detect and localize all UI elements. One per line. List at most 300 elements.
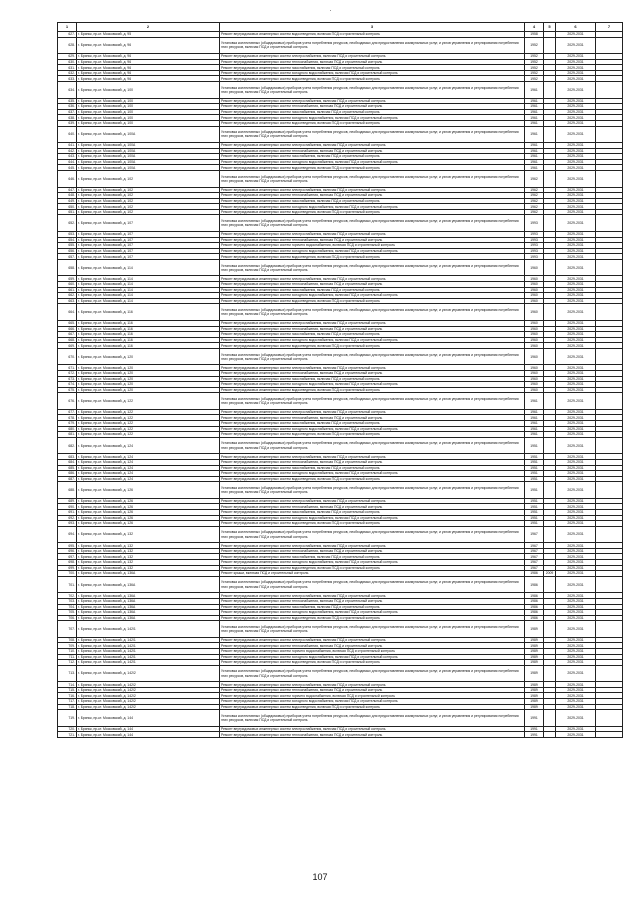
year-built-cell: 1989 [525, 643, 544, 649]
notes-cell [596, 259, 623, 276]
year-built-cell: 1951 [525, 521, 544, 527]
address-cell: г. Брянск, пр-кт. Московский, д. 122 [77, 432, 220, 438]
work-type-cell: Установка коллективных (общедомовых) приборов учета потребления ресурсов, необходимых для предоставления коммунальных услуг, и узлов управления и регулирования потребления этих ресурсов, включая ПСД и строительный контроль [220, 348, 525, 365]
last-repair-year-cell [544, 126, 556, 143]
last-repair-year-cell [544, 665, 556, 682]
year-built-cell: 1986 [525, 571, 544, 577]
row-number-cell: 680. [58, 426, 77, 432]
work-type-cell: Ремонт внутридомовых инженерных систем электроснабжения, включая ПСД и строительный контроль [220, 543, 525, 549]
work-type-cell: Ремонт внутридомовых инженерных систем теплоснабжения, включая ПСД и строительный контроль [220, 104, 525, 110]
header-col-1: 1 [58, 23, 77, 32]
address-cell: г. Брянск, пр-кт. Московский, д. 132 [77, 554, 220, 560]
planned-period-cell: 2029-2031 [556, 337, 596, 343]
work-type-cell: Ремонт внутридомовых инженерных систем холодного водоснабжения, включая ПСД и строительный контроль [220, 293, 525, 299]
address-cell: г. Брянск, пр-кт. Московский, д. 120 [77, 365, 220, 371]
address-cell: г. Брянск, пр-кт. Московский, д. 122 [77, 393, 220, 410]
year-built-cell: 1993 [525, 215, 544, 232]
address-cell: г. Брянск, пр-кт. Московский, д. 144 [77, 726, 220, 732]
planned-period-cell: 2029-2031 [556, 387, 596, 393]
planned-period-cell: 2029-2031 [556, 243, 596, 249]
planned-period-cell: 2029-2031 [556, 293, 596, 299]
year-built-cell: 1952 [525, 59, 544, 65]
year-built-cell: 1960 [525, 343, 544, 349]
year-built-cell: 1962 [525, 198, 544, 204]
planned-period-cell: 2029-2031 [556, 109, 596, 115]
work-type-cell: Ремонт внутридомовых инженерных систем холодного водоснабжения, включая ПСД и строительный контроль [220, 70, 525, 76]
last-repair-year-cell [544, 259, 556, 276]
last-repair-year-cell [544, 732, 556, 738]
year-built-cell: 1961 [525, 154, 544, 160]
row-number-cell: 670. [58, 348, 77, 365]
address-cell: г. Брянск, пр-кт. Московский, д. 116 [77, 320, 220, 326]
planned-period-cell: 2029-2031 [556, 432, 596, 438]
address-cell: г. Брянск, пр-кт. Московский, д. 142/1 [77, 654, 220, 660]
year-built-cell: 1961 [525, 109, 544, 115]
work-type-cell: Ремонт внутридомовых инженерных систем газоснабжения, включая ПСД и строительный контроль [220, 376, 525, 382]
table-row [58, 710, 623, 727]
row-number-cell: 704. [58, 604, 77, 610]
row-number-cell: 688. [58, 482, 77, 499]
work-type-cell: Ремонт внутридомовых инженерных систем водоотведения, включая ПСД и строительный контроль [220, 615, 525, 621]
year-built-cell: 1960 [525, 376, 544, 382]
last-repair-year-cell [544, 576, 556, 593]
work-type-cell: Ремонт внутридомовых инженерных систем водоотведения, включая ПСД и строительный контроль [220, 32, 525, 38]
address-cell: г. Брянск, пр-кт. Московский, д. 100А [77, 159, 220, 165]
year-built-cell: 1960 [525, 287, 544, 293]
work-type-cell: Ремонт внутридомовых инженерных систем водоотведения, включая ПСД и строительный контроль [220, 476, 525, 482]
year-built-cell: 1952 [525, 37, 544, 54]
year-built-cell: 1993 [525, 231, 544, 237]
address-cell: г. Брянск, пр-кт. Московский, д. 96 [77, 54, 220, 60]
work-type-cell: Ремонт внутридомовых инженерных систем газоснабжения, включая ПСД и строительный контроль [220, 421, 525, 427]
table-body [58, 32, 623, 738]
address-cell: г. Брянск, пр-кт. Московский, д. 142/2 [77, 682, 220, 688]
address-cell: г. Брянск, пр-кт. Московский, д. 96 [77, 70, 220, 76]
year-built-cell: 1960 [525, 337, 544, 343]
address-cell: г. Брянск, пр-кт. Московский, д. 96 [77, 59, 220, 65]
planned-period-cell: 2029-2031 [556, 209, 596, 215]
planned-period-cell: 2029-2031 [556, 560, 596, 566]
year-built-cell: 1962 [525, 193, 544, 199]
work-type-cell: Ремонт внутридомовых инженерных систем холодного водоснабжения, включая ПСД и строительный контроль [220, 382, 525, 388]
notes-cell [596, 82, 623, 99]
address-cell: г. Брянск, пр-кт. Московский, д. 107 [77, 237, 220, 243]
planned-period-cell: 2029-2031 [556, 143, 596, 149]
work-type-cell: Ремонт внутридомовых инженерных систем электроснабжения, включая ПСД и строительный контроль [220, 98, 525, 104]
year-built-cell: 1961 [525, 432, 544, 438]
year-built-cell: 1961 [525, 409, 544, 415]
planned-period-cell: 2029-2031 [556, 326, 596, 332]
address-cell: г. Брянск, пр-кт. Московский, д. 102 [77, 209, 220, 215]
work-type-cell: Ремонт внутридомовых инженерных систем теплоснабжения, включая ПСД и строительный контроль [220, 687, 525, 693]
work-type-cell: Установка коллективных (общедомовых) приборов учета потребления ресурсов, необходимых для предоставления коммунальных услуг, и узлов управления и регулирования потребления этих ресурсов, включая ПСД и строительный контроль [220, 171, 525, 188]
row-number-cell: 667. [58, 332, 77, 338]
address-cell: г. Брянск, пр-кт. Московский, д. 100 [77, 98, 220, 104]
year-built-cell: 1960 [525, 276, 544, 282]
planned-period-cell: 2029-2031 [556, 409, 596, 415]
year-built-cell: 1967 [525, 526, 544, 543]
last-repair-year-cell [544, 82, 556, 99]
address-cell: г. Брянск, пр-кт. Московский, д. 126 [77, 504, 220, 510]
planned-period-cell: 2029-2031 [556, 98, 596, 104]
address-cell: г. Брянск, пр-кт. Московский, д. 100 [77, 82, 220, 99]
scan-mark [330, 10, 331, 11]
row-number-cell: 652. [58, 215, 77, 232]
work-type-cell: Ремонт внутридомовых инженерных систем газоснабжения, включая ПСД и строительный контроль [220, 65, 525, 71]
row-number-cell: 627. [58, 32, 77, 38]
address-cell: г. Брянск, пр-кт. Московский, д. 142/2 [77, 687, 220, 693]
year-built-cell: 1961 [525, 148, 544, 154]
planned-period-cell: 2029-2031 [556, 504, 596, 510]
year-built-cell: 1962 [525, 187, 544, 193]
address-cell: г. Брянск, пр-кт. Московский, д. 120 [77, 348, 220, 365]
address-cell: г. Брянск, пр-кт. Московский, д. 136А [77, 610, 220, 616]
planned-period-cell: 2029-2031 [556, 604, 596, 610]
year-built-cell: 1986 [525, 593, 544, 599]
work-type-cell: Установка коллективных (общедомовых) приборов учета потребления ресурсов, необходимых для предоставления коммунальных услуг, и узлов управления и регулирования потребления этих ресурсов, включая ПСД и строительный контроль [220, 621, 525, 638]
planned-period-cell: 2029-2031 [556, 526, 596, 543]
work-type-cell: Ремонт внутридомовых инженерных систем водоотведения, включая ПСД и строительный контроль [220, 521, 525, 527]
year-built-cell: 1961 [525, 143, 544, 149]
row-number-cell: 660. [58, 282, 77, 288]
address-cell: г. Брянск, пр-кт. Московский, д. 136А [77, 598, 220, 604]
planned-period-cell: 2029-2031 [556, 259, 596, 276]
row-number-cell: 709. [58, 643, 77, 649]
row-number-cell: 662. [58, 293, 77, 299]
work-type-cell: Ремонт внутридомовых инженерных систем газоснабжения, включая ПСД и строительный контроль [220, 198, 525, 204]
work-type-cell: Ремонт внутридомовых инженерных систем водоотведения, включая ПСД и строительный контроль [220, 209, 525, 215]
row-number-cell: 642. [58, 148, 77, 154]
address-cell: г. Брянск, пр-кт. Московский, д. 132 [77, 543, 220, 549]
notes-cell [596, 732, 623, 738]
notes-cell [596, 576, 623, 593]
work-type-cell: Ремонт внутридомовых инженерных систем теплоснабжения, включая ПСД и строительный контроль [220, 237, 525, 243]
work-type-cell: Установка коллективных (общедомовых) приборов учета потребления ресурсов, необходимых для предоставления коммунальных услуг, и узлов управления и регулирования потребления этих ресурсов, включая ПСД и строительный контроль [220, 482, 525, 499]
address-cell: г. Брянск, пр-кт. Московский, д. 126 [77, 515, 220, 521]
planned-period-cell: 2029-2031 [556, 237, 596, 243]
row-number-cell: 651. [58, 209, 77, 215]
work-type-cell: Ремонт внутридомовых инженерных систем теплоснабжения, включая ПСД и строительный контроль [220, 193, 525, 199]
row-number-cell: 640. [58, 126, 77, 143]
row-number-cell: 715. [58, 687, 77, 693]
address-cell: г. Брянск, пр-кт. Московский, д. 100А [77, 148, 220, 154]
planned-period-cell: 2029-2031 [556, 471, 596, 477]
row-number-cell: 639. [58, 120, 77, 126]
planned-period-cell: 2029-2031 [556, 710, 596, 727]
year-built-cell: 1951 [525, 437, 544, 454]
planned-period-cell: 2029-2031 [556, 298, 596, 304]
work-type-cell: Ремонт внутридомовых инженерных систем электроснабжения, включая ПСД и строительный контроль [220, 231, 525, 237]
address-cell: г. Брянск, пр-кт. Московский, д. 142/1 [77, 643, 220, 649]
planned-period-cell: 2029-2031 [556, 193, 596, 199]
planned-period-cell: 2029-2031 [556, 187, 596, 193]
address-cell: г. Брянск, пр-кт. Московский, д. 114 [77, 276, 220, 282]
work-type-cell: Ремонт внутридомовых инженерных систем газоснабжения, включая ПСД и строительный контроль [220, 109, 525, 115]
table-row [58, 126, 623, 143]
planned-period-cell: 2029-2031 [556, 554, 596, 560]
year-built-cell: 1989 [525, 704, 544, 710]
last-repair-year-cell [544, 37, 556, 54]
year-built-cell: 1989 [525, 637, 544, 643]
work-type-cell: Установка коллективных (общедомовых) приборов учета потребления ресурсов, необходимых для предоставления коммунальных услуг, и узлов управления и регулирования потребления этих ресурсов, включая ПСД и строительный контроль [220, 526, 525, 543]
row-number-cell: 675. [58, 387, 77, 393]
year-built-cell: 1961 [525, 159, 544, 165]
work-type-cell: Ремонт внутридомовых инженерных систем водоотведения, включая ПСД и строительный контроль [220, 432, 525, 438]
repair-program-table [57, 22, 623, 738]
row-number-cell: 702. [58, 593, 77, 599]
year-built-cell: 1993 [525, 243, 544, 249]
planned-period-cell: 2029-2031 [556, 198, 596, 204]
address-cell: г. Брянск, пр-кт. Московский, д. 124 [77, 471, 220, 477]
year-built-cell: 1967 [525, 548, 544, 554]
notes-cell [596, 437, 623, 454]
planned-period-cell: 2029-2031 [556, 543, 596, 549]
year-built-cell: 1960 [525, 293, 544, 299]
table-row [58, 37, 623, 54]
planned-period-cell: 2029-2031 [556, 459, 596, 465]
year-built-cell: 1951 [525, 482, 544, 499]
row-number-cell: 694. [58, 526, 77, 543]
address-cell: г. Брянск, пр-кт. Московский, д. 120 [77, 382, 220, 388]
address-cell: г. Брянск, пр-кт. Московский, д. 136А [77, 593, 220, 599]
row-number-cell: 681. [58, 432, 77, 438]
work-type-cell: Установка коллективных (общедомовых) приборов учета потребления ресурсов, необходимых для предоставления коммунальных услуг, и узлов управления и регулирования потребления этих ресурсов, включая ПСД и строительный контроль [220, 576, 525, 593]
address-cell: г. Брянск, пр-кт. Московский, д. 100 [77, 120, 220, 126]
planned-period-cell: 2029-2031 [556, 320, 596, 326]
row-number-cell: 719. [58, 710, 77, 727]
planned-period-cell: 2029-2031 [556, 593, 596, 599]
year-built-cell: 1951 [525, 476, 544, 482]
table-row [58, 348, 623, 365]
row-number-cell: 657. [58, 254, 77, 260]
row-number-cell: 658. [58, 259, 77, 276]
address-cell: г. Брянск, пр-кт. Московский, д. 100 [77, 115, 220, 121]
address-cell: г. Брянск, пр-кт. Московский, д. 132 [77, 526, 220, 543]
year-built-cell: 1960 [525, 304, 544, 321]
year-built-cell: 1989 [525, 665, 544, 682]
work-type-cell: Ремонт внутридомовых инженерных систем газоснабжения, включая ПСД и строительный контроль [220, 509, 525, 515]
address-cell: г. Брянск, пр-кт. Московский, д. 116 [77, 304, 220, 321]
year-built-cell: 1967 [525, 565, 544, 571]
year-built-cell: 1951 [525, 504, 544, 510]
address-cell: г. Брянск, пр-кт. Московский, д. 114 [77, 259, 220, 276]
year-built-cell: 1961 [525, 393, 544, 410]
address-cell: г. Брянск, пр-кт. Московский, д. 124 [77, 465, 220, 471]
planned-period-cell: 2029-2031 [556, 610, 596, 616]
year-built-cell: 1961 [525, 98, 544, 104]
address-cell: г. Брянск, пр-кт. Московский, д. 114 [77, 298, 220, 304]
row-number-cell: 638. [58, 115, 77, 121]
planned-period-cell: 2029-2031 [556, 482, 596, 499]
planned-period-cell: 2029-2031 [556, 54, 596, 60]
year-built-cell: 1952 [525, 54, 544, 60]
year-built-cell: 1960 [525, 332, 544, 338]
table-row [58, 621, 623, 638]
row-number-cell: 712. [58, 660, 77, 666]
address-cell: г. Брянск, пр-кт. Московский, д. 100А [77, 154, 220, 160]
address-cell: г. Брянск, пр-кт. Московский, д. 100А [77, 165, 220, 171]
row-number-cell: 635. [58, 98, 77, 104]
row-number-cell: 717. [58, 699, 77, 705]
notes-cell [596, 215, 623, 232]
work-type-cell: Ремонт внутридомовых инженерных систем теплоснабжения, включая ПСД и строительный контроль [220, 504, 525, 510]
address-cell: г. Брянск, пр-кт. Московский, д. 142/2 [77, 704, 220, 710]
work-type-cell: Ремонт внутридомовых инженерных систем теплоснабжения, включая ПСД и строительный контроль [220, 598, 525, 604]
planned-period-cell: 2029-2031 [556, 476, 596, 482]
row-number-cell: 699. [58, 565, 77, 571]
work-type-cell: Ремонт внутридомовых инженерных систем газоснабжения, включая ПСД и строительный контроль [220, 332, 525, 338]
row-number-cell: 700. [58, 571, 77, 577]
planned-period-cell: 2029-2031 [556, 248, 596, 254]
work-type-cell: Ремонт внутридомовых инженерных систем электроснабжения, включая ПСД и строительный контроль [220, 409, 525, 415]
row-number-cell: 720. [58, 726, 77, 732]
row-number-cell: 703. [58, 598, 77, 604]
last-repair-year-cell [544, 171, 556, 188]
row-number-cell: 669. [58, 343, 77, 349]
work-type-cell: Ремонт внутридомовых инженерных систем холодного водоснабжения, включая ПСД и строительный контроль [220, 248, 525, 254]
planned-period-cell: 2029-2031 [556, 648, 596, 654]
work-type-cell: Ремонт внутридомовых инженерных систем горячего водоснабжения, включая ПСД и строительный контроль [220, 243, 525, 249]
row-number-cell: 672. [58, 370, 77, 376]
row-number-cell: 649. [58, 198, 77, 204]
table-row [58, 304, 623, 321]
planned-period-cell: 2029-2031 [556, 393, 596, 410]
work-type-cell: Ремонт внутридомовых инженерных систем водоотведения, включая ПСД и строительный контроль [220, 565, 525, 571]
work-type-cell: Ремонт внутридомовых инженерных систем холодного водоснабжения, включая ПСД и строительный контроль [220, 159, 525, 165]
address-cell: г. Брянск, пр-кт. Московский, д. 100А [77, 143, 220, 149]
address-cell: г. Брянск, пр-кт. Московский, д. 96 [77, 65, 220, 71]
address-cell: г. Брянск, пр-кт. Московский, д. 120 [77, 376, 220, 382]
row-number-cell: 654. [58, 237, 77, 243]
address-cell: г. Брянск, пр-кт. Московский, д. 102 [77, 193, 220, 199]
row-number-cell: 687. [58, 476, 77, 482]
last-repair-year-cell [544, 304, 556, 321]
year-built-cell: 1967 [525, 543, 544, 549]
row-number-cell: 648. [58, 193, 77, 199]
work-type-cell: Ремонт внутридомовых инженерных систем теплоснабжения, включая ПСД и строительный контроль [220, 732, 525, 738]
work-type-cell: Ремонт внутридомовых инженерных систем электроснабжения, включая ПСД и строительный контроль [220, 637, 525, 643]
address-cell: г. Брянск, пр-кт. Московский, д. 126 [77, 521, 220, 527]
year-built-cell: 1960 [525, 370, 544, 376]
address-cell: г. Брянск, пр-кт. Московский, д. 132 [77, 560, 220, 566]
work-type-cell: Ремонт внутридомовых инженерных систем холодного водоснабжения, включая ПСД и строительный контроль [220, 610, 525, 616]
address-cell: г. Брянск, пр-кт. Московский, д. 132 [77, 548, 220, 554]
planned-period-cell: 2029-2031 [556, 165, 596, 171]
notes-cell [596, 621, 623, 638]
planned-period-cell: 2029-2031 [556, 104, 596, 110]
row-number-cell: 631. [58, 65, 77, 71]
work-type-cell: Ремонт внутридомовых инженерных систем теплоснабжения, включая ПСД и строительный контроль [220, 643, 525, 649]
row-number-cell: 705. [58, 610, 77, 616]
document-sheet [57, 22, 622, 738]
work-type-cell: Ремонт внутридомовых инженерных систем холодного водоснабжения, включая ПСД и строительный контроль [220, 699, 525, 705]
planned-period-cell: 2029-2031 [556, 693, 596, 699]
work-type-cell: Ремонт внутридомовых инженерных систем газоснабжения, включая ПСД и строительный контроль [220, 604, 525, 610]
row-number-cell: 716. [58, 693, 77, 699]
row-number-cell: 636. [58, 104, 77, 110]
header-col-7: 7 [596, 23, 623, 32]
row-number-cell: 721. [58, 732, 77, 738]
planned-period-cell: 2029-2031 [556, 231, 596, 237]
address-cell: г. Брянск, пр-кт. Московский, д. 107 [77, 231, 220, 237]
work-type-cell: Ремонт внутридомовых инженерных систем теплоснабжения, включая ПСД и строительный контроль [220, 459, 525, 465]
address-cell: г. Брянск, пр-кт. Московский, д. 114 [77, 282, 220, 288]
year-built-cell: 1952 [525, 76, 544, 82]
row-number-cell: 683. [58, 454, 77, 460]
row-number-cell: 674. [58, 382, 77, 388]
row-number-cell: 659. [58, 276, 77, 282]
header-row [58, 23, 623, 32]
address-cell: г. Брянск, пр-кт. Московский, д. 107 [77, 254, 220, 260]
row-number-cell: 637. [58, 109, 77, 115]
planned-period-cell: 2029-2031 [556, 576, 596, 593]
planned-period-cell: 2029-2031 [556, 515, 596, 521]
row-number-cell: 646. [58, 171, 77, 188]
planned-period-cell: 2029-2031 [556, 120, 596, 126]
planned-period-cell: 2029-2031 [556, 637, 596, 643]
year-built-cell: 1993 [525, 248, 544, 254]
address-cell: г. Брянск, пр-кт. Московский, д. 100А [77, 126, 220, 143]
year-built-cell: 1961 [525, 115, 544, 121]
row-number-cell: 685. [58, 465, 77, 471]
work-type-cell: Ремонт внутридомовых инженерных систем электроснабжения, включая ПСД и строительный контроль [220, 143, 525, 149]
year-built-cell: 1991 [525, 726, 544, 732]
year-built-cell: 1989 [525, 654, 544, 660]
row-number-cell: 706. [58, 615, 77, 621]
notes-cell [596, 482, 623, 499]
planned-period-cell: 2029-2031 [556, 287, 596, 293]
address-cell: г. Брянск, пр-кт. Московский, д. 116 [77, 337, 220, 343]
table-row [58, 526, 623, 543]
work-type-cell: Ремонт внутридомовых инженерных систем теплоснабжения, включая ПСД и строительный контроль [220, 326, 525, 332]
address-cell: г. Брянск, пр-кт. Московский, д. 144 [77, 710, 220, 727]
row-number-cell: 655. [58, 243, 77, 249]
work-type-cell: Ремонт внутридомовых инженерных систем холодного водоснабжения, включая ПСД и строительный контроль [220, 471, 525, 477]
row-number-cell: 708. [58, 637, 77, 643]
year-built-cell: 1960 [525, 320, 544, 326]
work-type-cell: Ремонт внутридомовых инженерных систем холодного водоснабжения, включая ПСД и строительный контроль [220, 654, 525, 660]
year-built-cell: 1960 [525, 387, 544, 393]
address-cell: г. Брянск, пр-кт. Московский, д. 100 [77, 104, 220, 110]
row-number-cell: 684. [58, 459, 77, 465]
year-built-cell: 1986 [525, 615, 544, 621]
row-number-cell: 682. [58, 437, 77, 454]
work-type-cell: Установка коллективных (общедомовых) приборов учета потребления ресурсов, необходимых для предоставления коммунальных услуг, и узлов управления и регулирования потребления этих ресурсов, включая ПСД и строительный контроль [220, 259, 525, 276]
planned-period-cell: 2029-2031 [556, 454, 596, 460]
header-col-3: 3 [220, 23, 525, 32]
address-cell: г. Брянск, пр-кт. Московский, д. 124 [77, 454, 220, 460]
year-built-cell: 1960 [525, 282, 544, 288]
year-built-cell: 1989 [525, 699, 544, 705]
work-type-cell: Ремонт внутридомовых инженерных систем электроснабжения, включая ПСД и строительный контроль [220, 593, 525, 599]
row-number-cell: 697. [58, 554, 77, 560]
planned-period-cell: 2029-2031 [556, 332, 596, 338]
notes-cell [596, 37, 623, 54]
year-built-cell: 1960 [525, 298, 544, 304]
last-repair-year-cell [544, 526, 556, 543]
year-built-cell: 1952 [525, 65, 544, 71]
notes-cell [596, 171, 623, 188]
planned-period-cell: 2029-2031 [556, 276, 596, 282]
address-cell: г. Брянск, пр-кт. Московский, д. 142/2 [77, 693, 220, 699]
work-type-cell: Ремонт внутридомовых инженерных систем водоотведения, включая ПСД и строительный контроль [220, 343, 525, 349]
address-cell: г. Брянск, пр-кт. Московский, д. 142/2 [77, 699, 220, 705]
year-built-cell: 1951 [525, 498, 544, 504]
row-number-cell: 718. [58, 704, 77, 710]
header-col-6: 6 [556, 23, 596, 32]
row-number-cell: 691. [58, 509, 77, 515]
last-repair-year-cell [544, 437, 556, 454]
